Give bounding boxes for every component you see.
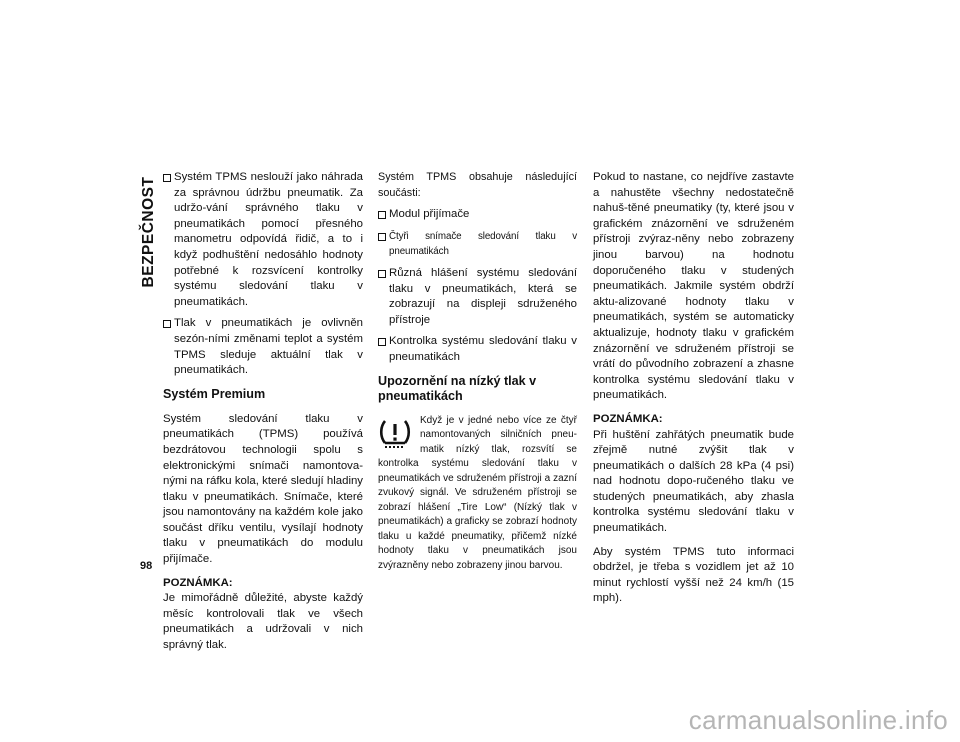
column-2: [378, 170, 577, 573]
bullet-square-icon: [163, 320, 171, 328]
bullet-square-icon: [378, 211, 386, 219]
watermark: carmanualsonline.info: [688, 705, 948, 735]
tire-pressure-warning-icon: [378, 417, 412, 449]
section-heading: Upozornění na nízký tlak v pneumatikách: [378, 373, 537, 403]
list-item-text: Čtyři snímače sledování tlaku v pneumatikách: [389, 230, 577, 258]
list-item-text: Kontrolka systému sledování tlaku v pneumatikách: [389, 335, 577, 363]
page-number: 98: [140, 560, 153, 572]
section-tab: [138, 172, 160, 292]
note-label: POZNÁMKA:: [593, 412, 663, 425]
bullet-square-icon: [378, 233, 386, 241]
list-item-text: Tlak v pneumatikách je ovlivněn sezón-ními změnami teplot a systém TPMS sleduje aktuální tlak v pneumatikách.: [174, 317, 363, 377]
list-item: [163, 316, 363, 378]
list-item: [378, 207, 577, 223]
list-item: [378, 334, 577, 365]
body-paragraph: Aby systém TPMS tuto informaci obdržel, je třeba s vozidlem jet až 10 minut rychlostí vyšší než 24 km/h (15 mph).: [593, 545, 794, 605]
list-item: [378, 229, 577, 260]
bullet-square-icon: [378, 338, 386, 346]
list-item-text: Různá hlášení systému sledování tlaku v pneumatikách, která se zobrazují na displeji sdruženého přístroje: [389, 266, 577, 326]
note-label: POZNÁMKA:: [163, 576, 233, 589]
warning-text: Když je v jedné nebo více ze čtyř namontovaných silničních pneu-matik nízký tlak, rozsvítí se kontrolka systému sledování tlaku v pneumatikách ve sdruženém přístroji a zazní zvukový signál. Ve sdruženém přístroji se zobrazí hlášení „Tire Low“ (Nízký tlak v pneumatikách) a graficky se zobrazí hodnoty tlaku u každé pneumatiky, přičemž nízké hodnoty tlaku v pneumatikách jsou zvýrazněny nebo zobrazeny jinou barvou.: [378, 414, 577, 571]
section-tab-label: BEZPEČNOST: [140, 176, 157, 288]
bullet-square-icon: [163, 174, 171, 182]
body-paragraph: Pokud to nastane, co nejdříve zastavte a nahustěte všechny nedostatečně nahuš-těné pneumatiky (ty, které jsou v grafickém znázornění ve sdruženém přístroji zvýraz-něny nebo zobrazeny jinou barvou) na hodnotu doporučeného tlaku v studených pneumatikách. Jakmile systém obdrží aktu-alizované hodnoty tlaku v pneumatikách, systém se automaticky aktualizuje, hodnoty tlaku v grafickém znázornění ve sdruženém přístroji se vrátí do původního zobrazení a zhasne kontrolka systému sledování tlaku v pneumatikách.: [593, 171, 794, 402]
list-item: [378, 266, 577, 328]
warning-block: [378, 414, 577, 574]
bullet-square-icon: [378, 270, 386, 278]
body-paragraph: Systém sledování tlaku v pneumatikách (TPMS) používá bezdrátovou technologii spolu s elektronickými snímači namontova-nými na ráfku kola, které sledují hladiny tlaku v pneumatikách. Snímače, které jsou namontovány na každém kole jako součást dříku ventilu, vysílají hodnoty tlaku v pneumatikách do modulu přijímače.: [163, 412, 363, 566]
list-item-text: Modul přijímače: [389, 208, 470, 221]
section-heading: Systém Premium: [163, 386, 266, 401]
column-3: [593, 170, 794, 607]
list-item: [163, 170, 363, 310]
intro-text: Systém TPMS obsahuje následující součásti:: [378, 171, 577, 199]
note-text: Při huštění zahřátých pneumatik bude zřejmě nutné zvýšit tlak v pneumatikách o dalších 28 kPa (4 psi) nad hodnotu dopo-ručeného tlaku ve studených pneumatikách, aby zhasla kontrolka systému sledování tlaku v pneumatikách.: [593, 428, 794, 535]
note-text: Je mimořádně důležité, abyste každý měsíc kontrolovali tlak ve všech pneumatikách a udržovali v nich správný tlak.: [163, 592, 363, 652]
list-item-text: Systém TPMS neslouží jako náhrada za správnou údržbu pneumatik. Za udržo-vání správného tlaku v pneumatikách pomocí přesného manometru odpovídá řidič, a to i když podhuštění nedosáhlo hodnoty potřebné k rozsvícení kontrolky systému sledování tlaku v pneumatikách.: [174, 171, 363, 308]
column-1: [163, 170, 363, 654]
